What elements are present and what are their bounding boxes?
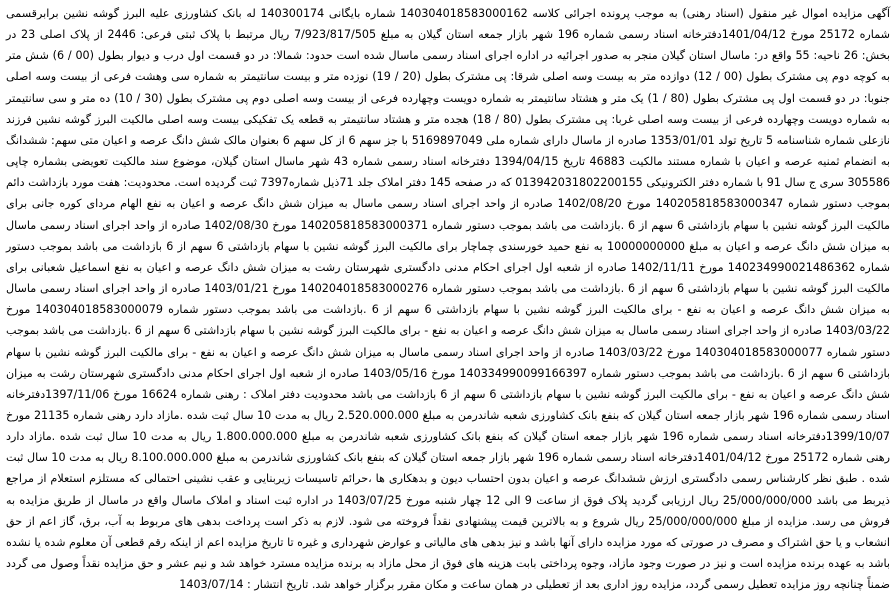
notice-body-text: آگهی مزایده اموال غیر منقول (اسناد رهنی) به موجب پرونده اجرائی کلاسه 140304018583000162 شماره بایگانی 140300174 له بانک کشاورزی علیه البرز گوشه نشین برابرقسمی شماره 25172 مورخ 1401/04/12دفترخانه اسناد رسمی شماره 196 شهر بازار جمعه استان گیلان به مبلغ 7/923/817/505 ریال مرتبط با پلاک ثبتی فرعی: 2446 از پلاک اصلی 23 در بخش: 26 ناحیه: 55 واقع در: ماسال استان گیلان منجر به صدور اجرائیه در اداره اجرای اسناد رسمی ماسال شده است حدود: شمالا: در دو قسمت اول درب و دیوار بطول (00 / 6) شش متر به کوچه دوم پی مشترک بطول (00 / 12) دوازده متر به بیست وسه اصلی شرقا: پی مشترک بطول (20 / 19) نوزده متر و بیست سانتیمتر به شماره سی وهشت فرعی از بیست وسه اصلی جنوبا: در دو قسمت اول پی مشترک بطول (80 / 1) یک متر و هشتاد سانتیمتر به شماره دویست وچهارده فرعی از بیست وسه اصلی دوم پی مشترک بطول (30 / 10) ده متر و سی سانتیمتر به شماره دویست وچهارده فرعی از بیست وسه اصلی غربا: پی مشترک بطول (80 / 18) هجده متر و هشتاد سانتیمتر به قطعه یک تفکیکی بیست وسه اصلی مالکیت البرز گوشه نشین فرزند نازعلی شماره شناسنامه 5 تاریخ تولد 1353/01/01 صادره از ماسال دارای شماره ملی 5169897049 با جز سهم 6 از کل سهم 6 بعنوان مالک شش دانگ عرصه و اعیان متی سهم: ششدانگ به انضمام ثمنیه عرصه و اعیان با شماره مستند مالکیت 46883 تاریخ 1394/04/15 دفترخانه اسناد رسمی شماره 43 شهر ماسال استان گیلان، موضوع سند مالکیت تعویضی بشماره چاپی 305586 سری ج سال 91 با شماره دفتر الکترونیکی 013942031802200155 که در صفحه 145 دفتر املاک جلد 71ذیل شماره7397 ثبت گردیده است. محدودیت: هفت مورد بازداشت دائم بموجب دستور شماره 140205818583000347 مورخ 1402/08/20 صادره از واحد اجرای اسناد رسمی ماسال به میزان شش دانگ عرصه و اعیان به نفع الهام مردای کوره جانی برای مالکیت البرز گوشه نشین با سهام بازداشتی 6 سهم از 6 .بازداشت می باشد بموجب دستور شماره 140205818583000371 مورخ 1402/08/30 صادره از واحد اجرای اسناد رسمی ماسال به میزان شش دانگ عرصه و اعیان به مبلغ 10000000000 به نفع حمید خورسندی چماچار برای مالکیت البرز گوشه نشین با سهام بازداشتی 6 سهم از 6 بازداشت می باشد بموجب دستور شماره 140234990021486362 مورخ 1402/11/11 صادره از شعبه اول اجرای احکام مدنی دادگستری شهرستان رشت به میزان شش دانگ عرصه و اعیان به نفع اسماعیل شعبانی برای مالکیت البرز گوشه نشین با سهام بازداشتی 6 سهم از 6 .بازداشت می باشد بموجب دستور شماره 140204018583000276 مورخ 1403/01/21 صادره از واحد اجرای اسناد رسمی ماسال به میزان شش دانگ عرصه و اعیان به نفع - برای مالکیت البرز گوشه نشین با سهام بازداشتی 6 سهم از 6 .بازداشت می باشد بموجب دستور شماره 140304018583000079 مورخ 1403/03/22 صادره از واحد اجرای اسناد رسمی ماسال به میزان شش دانگ عرصه و اعیان به نفع - برای مالکیت البرز گوشه نشین با سهام بازداشتی 6 سهم از 6 .بازداشت می باشد بموجب دستور شماره 140304018583000077 مورخ 1403/03/22 صادره از واحد اجرای اسناد رسمی ماسال به میزان شش دانگ عرصه و اعیان به نفع - برای مالکیت البرز گوشه نشین با سهام بازداشتی 6 سهم از 6 .بازداشت می باشد بموجب دستور شماره 140334990099166397 مورخ 1403/05/16 صادره از شعبه اول اجرای احکام مدنی دادگستری شهرستان رشت به میزان شش دانگ عرصه و اعیان به نفع - برای مالکیت البرز گوشه نشین با سهام بازداشتی 6 سهم از 6 بازداشت می باشد محدودیت دفتر املاک : رهنی شماره 16624 مورخ 1397/11/06دفترخانه اسناد رسمی شماره 196 شهر بازار جمعه استان گیلان که بنفع بانک کشاورزی شعبه شاندرمن به مبلغ 2.520.000.000 ریال به مدت 10 سال ثبت شده .مازاد دارد رهنی شماره 21135 مورخ 1399/10/07دفترخانه اسناد رسمی شماره 196 شهر بازار جمعه استان گیلان که بنفع بانک کشاورزی شعبه شاندرمن به مبلغ 1.800.000.000 ریال به مدت 10 سال ثبت شده .مازاد دارد رهنی شماره 25172 مورخ 1401/04/12دفترخانه اسناد رسمی شماره 196 شهر بازار جمعه استان گیلان که بنفع بانک کشاورزی شاندرمن به مبلغ 8.100.000.000 ریال به مدت 10 سال ثبت شده . طبق نظر کارشناس رسمی دادگستری ارزش ششدانگ عرصه و اعیان بدون احتساب دیون و بدهکاری ها ،حرائم تاسیسات زیربنایی و عقب نشینی احتمالی که مستلزم استعلام از مراجع ذیربط می باشد 25/000/000/000 ریال ارزیابی گردید پلاک فوق از ساعت 9 الی 12 چهار شنبه مورخ 1403/07/25 در اداره ثبت اسناد و املاک ماسال واقع در ماسال از طریق مزایده به فروش می رسد. مزایده از مبلغ 25/000/000/000 ریال شروع و به بالاترین قیمت پیشنهادی نقداً فروخته می شود. لازم به ذکر است پرداخت بدهی های مربوط به آب، برق، گاز اعم از حق انشعاب و یا حق اشتراک و مصرف در صورتی که مورد مزایده دارای آنها باشد و نیز بدهی های مالیاتی و عوارض شهرداری و غیره تا تاریخ مزایده اعم از اینکه رقم قطعی آن معلوم شده یا نشده باشد به عهده برنده مزایده است و نیز در صورت وجود مازاد، وجوه پرداختی بابت هزینه های فوق از محل مازاد به برنده مزایده مسترد خواهد شد و نیم عشر و حق مزایده نقداً وصول می گردد ضمناً چنانچه روز مزایده تعطیل رسمی گردد، مزایده روز اداری بعد از تعطیلی در همان ساعت و مکان مقرر برگزار خواهد شد. تاریخ انتشار : 1403/07/14 (6, 7, 891, 592)
